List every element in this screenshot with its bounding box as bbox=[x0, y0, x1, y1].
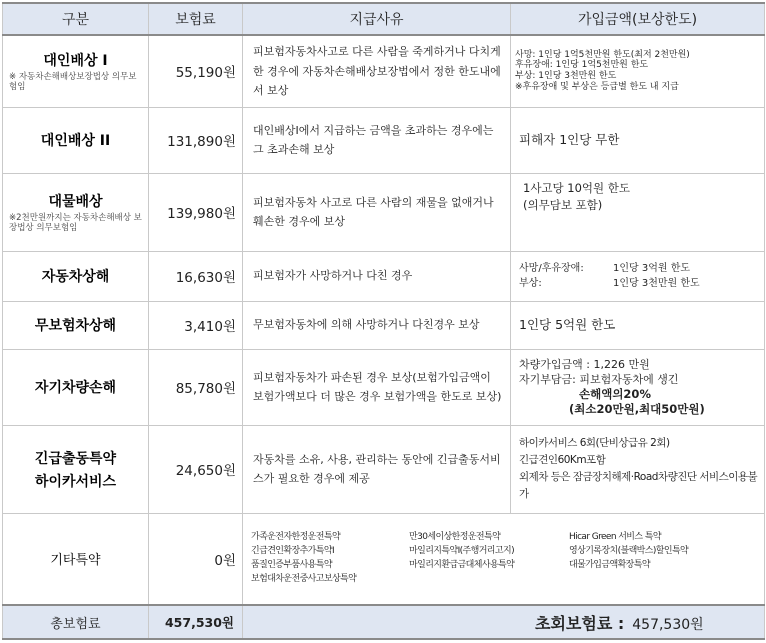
limit-cell bbox=[511, 349, 765, 425]
category-name: 대인배상 II bbox=[40, 133, 111, 149]
category-cell bbox=[3, 107, 149, 173]
premium-cell: 85,780원 bbox=[149, 349, 243, 425]
first-premium-cell bbox=[243, 605, 765, 639]
limit-cell bbox=[511, 35, 765, 107]
category-name: 무보험차상해 bbox=[34, 318, 117, 334]
category-name: 자동차상해 bbox=[41, 269, 110, 285]
table-row bbox=[3, 173, 765, 251]
limit-line: 자기부담금: 피보험자동차에 생긴 bbox=[519, 373, 679, 387]
category-name: 긴급출동특약 bbox=[34, 450, 117, 467]
reason-cell: 피보험자동차사고로 다른 사람을 죽게하거나 다치게 한 경우에 자동차손해배상보장법에서 정한 한도내에서 보상 bbox=[243, 35, 511, 107]
total-label: 총보험료 bbox=[3, 605, 149, 639]
category-name: 대물배상 bbox=[48, 193, 103, 210]
limit-cell bbox=[511, 251, 765, 301]
limit-row bbox=[519, 276, 758, 292]
category-cell bbox=[3, 173, 149, 251]
category-cell bbox=[3, 35, 149, 107]
rider-item: 긴급견인확장추가특약Ⅰ bbox=[251, 545, 334, 556]
rider-item: 마일리지환급금대체사용특약 bbox=[409, 559, 515, 570]
limit-bold-line: (최소20만원,최대50만원) bbox=[569, 402, 705, 417]
limit-cell: 1인당 5억원 한도 bbox=[511, 301, 765, 349]
limit-line: 긴급견인60Km포함 bbox=[519, 454, 606, 467]
limit-line: 하이카서비스 6회(단비상급유 2회) bbox=[519, 437, 670, 450]
table-row bbox=[3, 301, 765, 349]
premium-cell: 0원 bbox=[149, 513, 243, 605]
limit-key: 사망/후유장애: bbox=[519, 262, 584, 274]
category-note: ※2천만원까지는 자동차손해배상 보장법상 의무보험임 bbox=[9, 212, 142, 233]
limit-bold-line: 손해액의20% bbox=[579, 387, 651, 402]
limit-cell bbox=[511, 173, 765, 251]
rider-item: 만30세이상한정운전특약 bbox=[409, 531, 501, 542]
category-note: ※ 자동차손해배상보장법상 의무보험임 bbox=[9, 71, 137, 92]
table-row bbox=[3, 349, 765, 425]
header-premium: 보험료 bbox=[149, 3, 243, 35]
first-premium-label: 초회보험료 : bbox=[535, 613, 625, 633]
rider-item bbox=[569, 573, 760, 587]
premium-cell: 16,630원 bbox=[149, 251, 243, 301]
limit-line: 사망: 1인당 1억5천만원 한도(최저 2천만원) bbox=[515, 49, 690, 60]
rider-item: 가족운전자한정운전특약 bbox=[251, 531, 341, 542]
reason-cell: 피보험자동차 사고로 다른 사람의 재물을 없애거나 훼손한 경우에 보상 bbox=[243, 173, 511, 251]
premium-cell: 24,650원 bbox=[149, 425, 243, 513]
header-limit: 가입금액(보상한도) bbox=[511, 3, 765, 35]
limit-key: 부상: bbox=[519, 278, 542, 289]
limit-value: 1인당 3천만원 한도 bbox=[613, 278, 700, 289]
rider-item: 마일리지특약Ⅰ(주행거리고지) bbox=[409, 545, 515, 556]
premium-cell: 139,980원 bbox=[149, 173, 243, 251]
rider-item: 영상기록장치(블랙박스)할인특약 bbox=[569, 545, 689, 556]
other-riders-grid bbox=[251, 531, 760, 587]
limit-line: (의무담보 포함) bbox=[523, 198, 603, 213]
limit-line: 외제차 등은 잠금장치해제·Road차량진단 서비스이용불가 bbox=[519, 471, 758, 500]
limit-line: 부상: 1인당 3천만원 한도 bbox=[515, 71, 617, 82]
table-header-row bbox=[3, 3, 765, 35]
limit-value: 1인당 3억원 한도 bbox=[613, 262, 691, 274]
category-cell bbox=[3, 301, 149, 349]
table-row bbox=[3, 425, 765, 513]
limit-line: 차량가입금액 : 1,226 만원 bbox=[519, 357, 650, 371]
other-riders-cell bbox=[243, 513, 765, 605]
category-name: 하이카서비스 bbox=[34, 473, 117, 490]
category-cell bbox=[3, 425, 149, 513]
category-name: 자기차량손해 bbox=[34, 380, 117, 396]
premium-cell: 131,890원 bbox=[149, 107, 243, 173]
category-name: 대인배상 I bbox=[43, 52, 108, 69]
category-cell bbox=[3, 349, 149, 425]
limit-cell: 피해자 1인당 무한 bbox=[511, 107, 765, 173]
rider-item: 보험대차운전중사고보상특약 bbox=[251, 573, 357, 584]
category-name: 기타특약 bbox=[50, 553, 101, 569]
table-row bbox=[3, 251, 765, 301]
rider-item: 품질인증부품사용특약 bbox=[251, 559, 332, 570]
header-reason: 지급사유 bbox=[243, 3, 511, 35]
rider-item: 대물가입금액확장특약 bbox=[569, 559, 650, 570]
table-row bbox=[3, 35, 765, 107]
header-category: 구분 bbox=[3, 3, 149, 35]
rider-item: Hicar Green 서비스 특약 bbox=[569, 531, 661, 542]
table-row bbox=[3, 513, 765, 605]
total-row bbox=[3, 605, 765, 639]
limit-line: 1사고당 10억원 한도 bbox=[523, 180, 631, 195]
category-cell bbox=[3, 513, 149, 605]
premium-cell: 3,410원 bbox=[149, 301, 243, 349]
limit-row bbox=[519, 261, 758, 277]
reason-cell: 피보험자동차가 파손된 경우 보상(보험가입금액이 보험가액보다 더 많은 경우 보험가액을 한도로 보상) bbox=[243, 349, 511, 425]
limit-line: 후유장애: 1인당 1억5천만원 한도 bbox=[515, 60, 649, 71]
reason-cell: 대인배상Ⅰ에서 지급하는 금액을 초과하는 경우에는 그 초과손해 보상 bbox=[243, 107, 511, 173]
category-cell bbox=[3, 251, 149, 301]
limit-line: ※후유장애 및 부상은 등급별 한도 내 지급 bbox=[515, 82, 679, 93]
table-row bbox=[3, 107, 765, 173]
reason-cell: 자동차를 소유, 사용, 관리하는 동안에 긴급출동서비스가 필요한 경우에 제공 bbox=[243, 425, 511, 513]
reason-cell: 피보험자가 사망하거나 다친 경우 bbox=[243, 251, 511, 301]
premium-cell: 55,190원 bbox=[149, 35, 243, 107]
limit-cell bbox=[511, 425, 765, 513]
total-amount: 457,530원 bbox=[149, 605, 243, 639]
reason-cell: 무보험자동차에 의해 사망하거나 다친경우 보상 bbox=[243, 301, 511, 349]
first-premium-value: 457,530원 bbox=[632, 616, 704, 633]
rider-item bbox=[409, 573, 569, 587]
insurance-coverage-table bbox=[2, 2, 765, 640]
